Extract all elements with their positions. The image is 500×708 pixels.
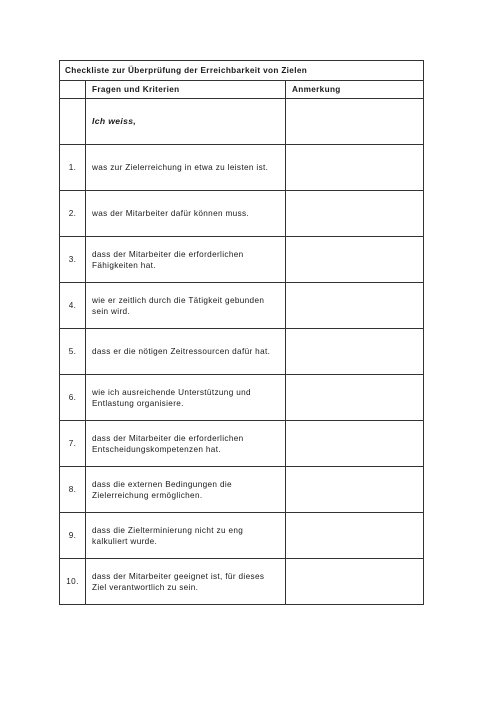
table-row xyxy=(60,191,424,237)
table-header-row xyxy=(60,81,424,99)
item-number: 8. xyxy=(60,467,86,513)
item-criterion: dass der Mitarbeiter die erforderlichen Entscheidungskompetenzen hat. xyxy=(86,421,286,467)
intro-note-cell xyxy=(286,99,424,145)
table-row xyxy=(60,375,424,421)
item-number: 4. xyxy=(60,283,86,329)
table-row xyxy=(60,145,424,191)
intro-text: Ich weiss, xyxy=(92,116,137,126)
item-note xyxy=(286,283,424,329)
checklist-table xyxy=(59,60,424,605)
item-criterion: dass der Mitarbeiter geeignet ist, für dieses Ziel verantwortlich zu sein. xyxy=(86,559,286,605)
header-criteria: Fragen und Kriterien xyxy=(86,81,286,99)
item-number: 9. xyxy=(60,513,86,559)
checklist-sheet xyxy=(59,60,423,605)
item-criterion: dass der Mitarbeiter die erforderlichen Fähigkeiten hat. xyxy=(86,237,286,283)
intro-number-cell xyxy=(60,99,86,145)
table-row xyxy=(60,559,424,605)
item-number: 3. xyxy=(60,237,86,283)
item-note xyxy=(286,421,424,467)
item-note xyxy=(286,329,424,375)
item-note xyxy=(286,467,424,513)
header-note: Anmerkung xyxy=(286,81,424,99)
table-title: Checkliste zur Überprüfung der Erreichbarkeit von Zielen xyxy=(60,61,424,81)
table-title-row xyxy=(60,61,424,81)
table-row xyxy=(60,237,424,283)
item-note xyxy=(286,375,424,421)
item-note xyxy=(286,237,424,283)
header-number xyxy=(60,81,86,99)
intro-cell xyxy=(86,99,286,145)
item-note xyxy=(286,559,424,605)
item-criterion: dass er die nötigen Zeitressourcen dafür hat. xyxy=(86,329,286,375)
item-number: 10. xyxy=(60,559,86,605)
item-note xyxy=(286,513,424,559)
item-number: 7. xyxy=(60,421,86,467)
item-criterion: was zur Zielerreichung in etwa zu leisten ist. xyxy=(86,145,286,191)
intro-row xyxy=(60,99,424,145)
item-note xyxy=(286,191,424,237)
table-row xyxy=(60,467,424,513)
table-row xyxy=(60,283,424,329)
item-number: 2. xyxy=(60,191,86,237)
item-number: 5. xyxy=(60,329,86,375)
item-criterion: dass die Zielterminierung nicht zu eng kalkuliert wurde. xyxy=(86,513,286,559)
table-row xyxy=(60,329,424,375)
item-criterion: wie er zeitlich durch die Tätigkeit gebunden sein wird. xyxy=(86,283,286,329)
item-number: 6. xyxy=(60,375,86,421)
item-criterion: was der Mitarbeiter dafür können muss. xyxy=(86,191,286,237)
table-row xyxy=(60,513,424,559)
item-criterion: dass die externen Bedingungen die Zielerreichung ermöglichen. xyxy=(86,467,286,513)
table-row xyxy=(60,421,424,467)
item-note xyxy=(286,145,424,191)
item-criterion: wie ich ausreichende Unterstützung und Entlastung organisiere. xyxy=(86,375,286,421)
item-number: 1. xyxy=(60,145,86,191)
